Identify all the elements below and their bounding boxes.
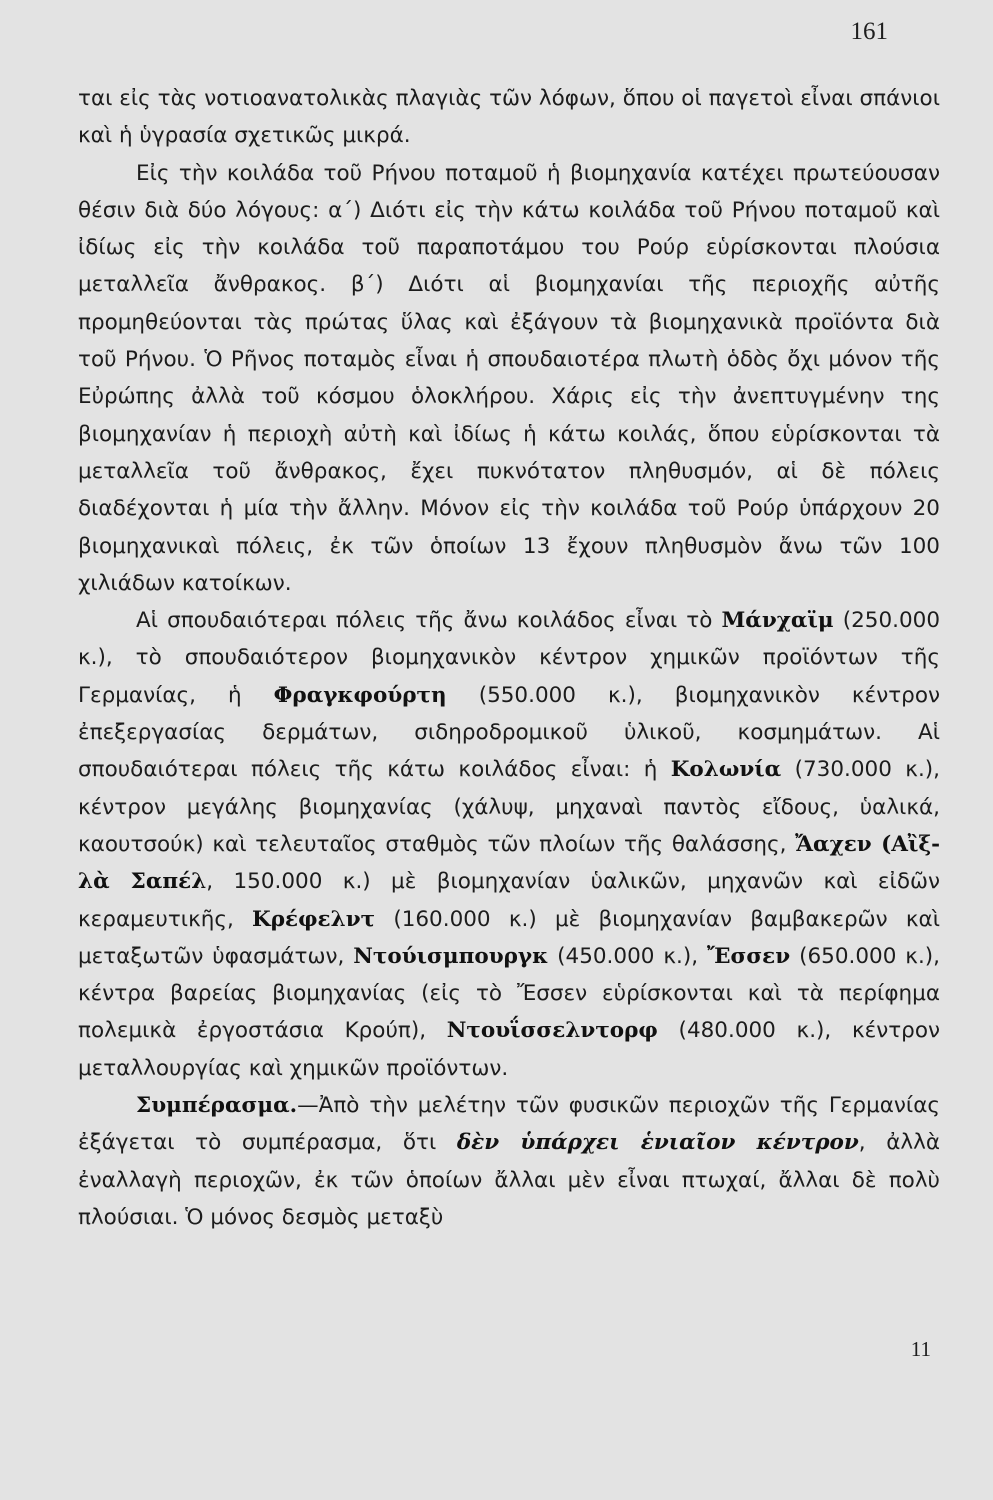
signature-mark: 11 (910, 1337, 931, 1361)
text-run: (730.000 κ.), κέντρον μεγάλης βιομηχανίας (χάλυψ, μηχαναὶ παντὸς εἴδους, ὑαλικά, καουτσούκ) καὶ τελευταῖος σταθμὸς τῶν πλοίων τῆς θαλάσσης, (78, 757, 940, 857)
text-run: , ἀλλὰ ἐναλλαγὴ περιοχῶν, ἐκ τῶν ὁποίων ἄλλαι μὲν εἶναι πτωχαί, ἄλλαι δὲ πολὺ πλούσιαι. Ὁ μόνος δεσμὸς μεταξὺ (78, 1130, 940, 1230)
bold-term: Ἄαχεν (Αἲξ-λὰ Σαπέλ (78, 831, 941, 895)
text-run: (550.000 κ.), βιομηχανικὸν κέντρον ἐπεξεργασίας δερμάτων, σιδηροδρομικοῦ ὑλικοῦ, κοσμημάτων. Αἱ σπουδαιότεραι πόλεις τῆς κάτω κοιλάδος εἶναι: ἡ (78, 682, 940, 783)
text-run: (250.000 κ.), τὸ σπουδαιότερον βιομηχανικὸν κέντρον χημικῶν προϊόντων τῆς Γερμανίας, ἡ (78, 608, 940, 708)
body-text (78, 80, 940, 1236)
text-run: Εἰς τὴν κοιλάδα τοῦ Ρήνου ποταμοῦ ἡ βιομηχανία κατέχει πρωτεύουσαν θέσιν διὰ δύο λόγους: α΄) Διότι εἰς τὴν κάτω κοιλάδα τοῦ Ρήνου ποταμοῦ καὶ ἰδίως εἰς τὴν κοιλάδα τοῦ παραποτάμου του Ρούρ εὑρίσκονται πλούσια μεταλλεῖα ἄνθρακος. β΄) Διότι αἱ βιομηχανίαι τῆς περιοχῆς αὐτῆς προμηθεύονται τὰς πρώτας ὕλας καὶ ἐξάγουν τὰ βιομηχανικὰ προϊόντα διὰ τοῦ Ρήνου. Ὁ Ρῆνος ποταμὸς εἶναι ἡ σπουδαιοτέρα πλωτὴ ὁδὸς ὄχι μόνον τῆς Εὐρώπης ἀλλὰ τοῦ κόσμου ὁλοκλήρου. Χάρις εἰς τὴν ἀνεπτυγμένην της βιομηχανίαν ἡ περιοχὴ αὐτὴ καὶ ἰδίως ἡ κάτω κοιλάς, ὅπου εὑρίσκονται τὰ μεταλλεῖα τοῦ ἄνθρακος, ἔχει πυκνότατον πληθυσμόν, αἱ δὲ πόλεις διαδέχονται ἡ μία τὴν ἄλλην. Μόνον εἰς τὴν κοιλάδα τοῦ Ρούρ ὑπάρχουν 20 βιομηχανικαὶ πόλεις, ἐκ τῶν ὁποίων 13 ἔχουν πληθυσμὸν ἄνω τῶν 100 χιλιάδων κατοίκων. (78, 160, 940, 596)
bold-term: Ἔσσεν (706, 943, 791, 969)
bold-term: Κολωνία (670, 757, 782, 783)
text-run: , 150.000 κ.) μὲ βιομηχανίαν ὑαλικῶν, μηχανῶν καὶ εἰδῶν κεραμευτικῆς, (78, 869, 941, 932)
paragraph (78, 155, 940, 603)
text-run: ται εἰς τὰς νοτιοανατολικὰς πλαγιὰς τῶν λόφων, ὅπου οἱ παγετοὶ εἶναι σπάνιοι καὶ ἡ ὑγρασία σχετικῶς μικρά. (78, 86, 940, 149)
text-run: —Ἀπὸ τὴν μελέτην τῶν φυσικῶν περιοχῶν τῆς Γερμανίας ἐξάγεται τὸ συμπέρασμα, ὅτι (78, 1093, 940, 1156)
emphasis-term: δὲν ὑπάρχει ἑνιαῖον κέντρον (456, 1130, 859, 1156)
bold-term: Κρέφελντ (252, 906, 376, 932)
bold-term: Φραγκφούρτη (273, 682, 447, 708)
text-run: Αἱ σπουδαιότεραι πόλεις τῆς ἄνω κοιλάδος εἶναι τὸ (136, 608, 722, 634)
paragraph (78, 1087, 940, 1236)
text-run: (160.000 κ.) μὲ βιομηχανίαν βαμβακερῶν καὶ μεταξωτῶν ὑφασμάτων, (78, 906, 940, 969)
bold-term: Συμπέρασμα. (136, 1093, 298, 1119)
bold-term: Μάνχαϊμ (721, 608, 834, 634)
bold-term: Ντουΐσσελντορφ (446, 1018, 658, 1044)
page-number: 161 (850, 18, 888, 45)
text-run: (450.000 κ.), (548, 943, 707, 969)
text-run: (480.000 κ.), κέντρον μεταλλουργίας καὶ χημικῶν προϊόντων. (78, 1018, 940, 1081)
paragraph (78, 602, 940, 1087)
paragraph (78, 80, 940, 155)
text-run: (650.000 κ.), κέντρα βαρείας βιομηχανίας (εἰς τὸ Ἔσσεν εὑρίσκονται καὶ τὰ περίφημα πολεμικὰ ἐργοστάσια Κρούπ), (78, 943, 940, 1044)
bold-term: Ντούισμπουργκ (353, 943, 549, 969)
